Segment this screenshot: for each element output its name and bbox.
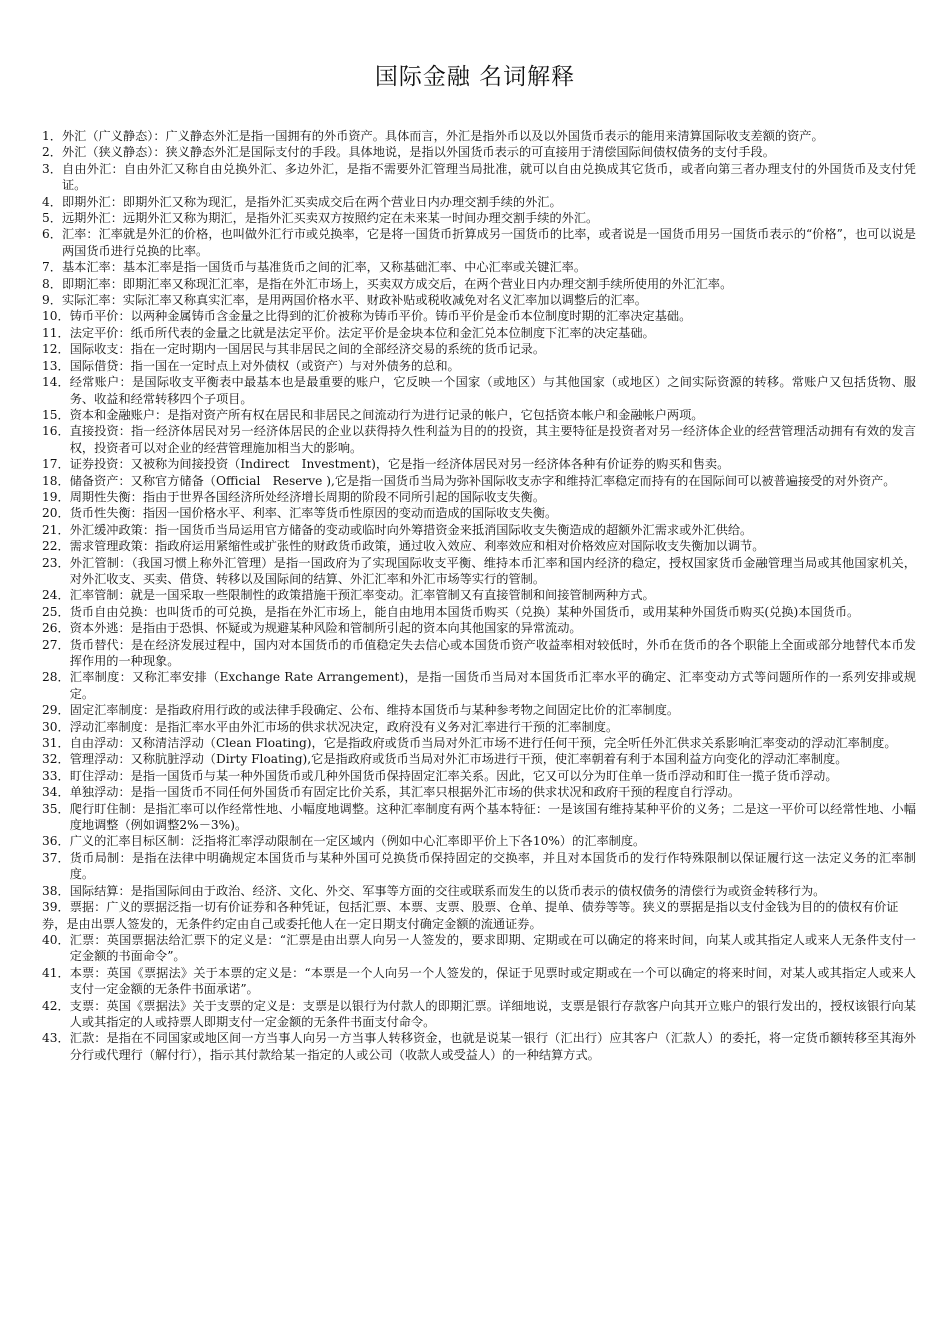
term-entry [42, 555, 916, 588]
term-definition: 法定平价：纸币所代表的金量之比就是法定平价。法定平价是金块本位和金汇兑本位制度下汇率的决定基础。 [69, 325, 655, 340]
term-number: 35． [42, 801, 70, 816]
term-entry [42, 932, 916, 965]
term-number: 13． [42, 358, 70, 373]
term-definition: 资本和金融账户：是指对资产所有权在居民和非居民之间流动行为进行记录的帐户，它包括资本帐户和金融帐户两项。 [69, 407, 704, 422]
term-definition: 管理浮动：又称肮脏浮动（Dirty Floating),它是指政府或货币当局对外汇市场进行干预，使汇率朝着有利于本国利益方向变化的浮动汇率制度。 [69, 752, 848, 767]
term-definition: 货币替代：是在经济发展过程中，国内对本国货币的币值稳定失去信心或本国货币资产收益率相对较低时，外币在货币的各个职能上全面或部分地替代本币发挥作用的一种现象。 [69, 637, 916, 668]
term-entry [42, 358, 916, 374]
term-number: 32． [42, 752, 70, 767]
term-entry [42, 407, 916, 423]
term-definition: 外汇（广义静态）：广义静态外汇是指一国拥有的外币资产。具体而言，外汇是指外币以及以外国货币表示的能用来清算国际收支差额的资产。 [61, 129, 824, 143]
term-entry [42, 620, 916, 636]
term-definition: 外汇管制：（我国习惯上称外汇管理）是指一国政府为了实现国际收支平衡、维持本币汇率和国内经济的稳定，授权国家货币金融管理当局或其他国家机关，对外汇收支、买卖、借贷、转移以及国际间的结算、外汇汇率和外汇市场等实行的管制。 [69, 555, 916, 586]
term-entry [42, 883, 916, 899]
term-definition: 固定汇率制度：是指政府用行政的或法律手段确定、公布、维持本国货币与某种参考物之间固定比价的汇率制度。 [69, 703, 680, 718]
term-number: 25． [42, 604, 70, 619]
term-definition: 外汇缓冲政策：指一国货币当局运用官方储备的变动或临时向外筹措资金来抵消国际收支失衡造成的超额外汇需求或外汇供给。 [69, 522, 753, 537]
term-definition: 经常账户：是国际收支平衡表中最基本也是最重要的账户，它反映一个国家（或地区）与其他国家（或地区）之间实际资源的转移。常账户又包括货物、服务、收益和经常转移四个子项目。 [69, 375, 916, 406]
term-number: 34． [42, 785, 70, 800]
term-entry [42, 374, 916, 407]
term-entry [42, 128, 916, 144]
term-definition: 广义的汇率目标区制：泛指将汇率浮动限制在一定区域内（例如中心汇率即平价上下各10%）的汇率制度。 [69, 834, 646, 849]
term-entry [42, 308, 916, 324]
term-entry [42, 719, 916, 735]
term-entry [42, 144, 916, 160]
term-entry [42, 604, 916, 620]
term-number: 40． [42, 932, 70, 947]
term-number: 15． [42, 407, 70, 422]
term-number: 38． [42, 883, 70, 898]
term-definition: 外汇（狭义静态）：狭义静态外汇是国际支付的手段。具体地说，是指以外国货币表示的可直接用于清偿国际间债权债务的支付手段。 [61, 145, 775, 160]
term-entry [42, 768, 916, 784]
term-number: 43． [42, 1031, 70, 1046]
term-number: 41． [42, 965, 70, 980]
term-definition: 汇率制度：又称汇率安排（Exchange Rate Arrangement)，是指一国货币当局对本国货币汇率水平的确定、汇率变动方式等问题所作的一系列安排或规定。 [69, 670, 916, 701]
term-number: 9． [42, 293, 62, 308]
term-definition: 国际结算：是指国际间由于政治、经济、文化、外交、军事等方面的交往或联系而发生的以货币表示的债权债务的清偿行为或资金转移行为。 [69, 883, 826, 898]
term-definition: 本票：英国《票据法》关于本票的定义是：“本票是一个人向另一个人签发的，保证于见票时或定期或在一个可以确定的将来时间，对某人或其指定人或来人支付一定金额的无条件书面承诺”。 [69, 965, 916, 997]
term-number: 2． [42, 145, 62, 160]
term-definition: 周期性失衡：指由于世界各国经济所处经济增长周期的阶段不同所引起的国际收支失衡。 [69, 489, 546, 504]
term-entry [42, 538, 916, 554]
term-number: 29． [42, 703, 70, 718]
term-entry [42, 456, 916, 472]
term-number: 33． [42, 768, 70, 783]
term-entry [42, 292, 916, 308]
term-entry [42, 965, 916, 998]
term-number: 39． [42, 900, 70, 915]
term-definition: 汇率管制：就是一国采取一些限制性的政策措施干预汇率变动。汇率管制又有直接管制和间接管制两种方式。 [69, 588, 655, 603]
term-entry [42, 669, 916, 702]
term-number: 6． [42, 227, 62, 242]
term-definition: 爬行盯住制：是指汇率可以作经常性地、小幅度地调整。这种汇率制度有两个基本特征：一是该国有维持某种平价的义务；二是这一平价可以经常性地、小幅度地调整（例如调整2%－3%)。 [69, 801, 916, 833]
term-definition: 自由外汇：自由外汇又称自由兑换外汇、多边外汇，是指不需要外汇管理当局批准，就可以自由兑换成其它货币，或者向第三者办理支付的外国货币及支付凭证。 [61, 161, 916, 193]
term-number: 30． [42, 719, 70, 734]
term-number: 5． [42, 211, 62, 226]
term-list [42, 128, 916, 1063]
term-definition: 汇票：英国票据法给汇票下的定义是：“汇票是由出票人向另一人签发的，要求即期、定期或在可以确定的将来时间，向某人或其指定人或来人无条件支付一定金额的书面命令”。 [69, 932, 916, 964]
term-definition: 汇率：汇率就是外汇的价格，也叫做外汇行市或兑换率，它是将一国货币折算成另一国货币的比率，或者说是一国货币用另一国货币表示的“价格”，也可以说是两国货币进行兑换的比率。 [61, 227, 916, 258]
term-number: 3． [42, 161, 62, 176]
term-entry [42, 210, 916, 226]
term-number: 18． [42, 473, 70, 488]
term-entry [42, 259, 916, 275]
term-entry [42, 751, 916, 767]
term-definition: 票据：广义的票据泛指一切有价证券和各种凭证，包括汇票、本票、支票、股票、仓单、提单、债券等等。狭义的票据是指以支付金钱为目的的债权有价证券，是由出票人签发的，无条件约定由自己或委托他人在一定日期支付确定金额的流通证券。 [42, 900, 899, 931]
term-entry [42, 637, 916, 670]
term-number: 42． [42, 998, 70, 1013]
term-number: 37． [42, 850, 70, 865]
term-definition: 单独浮动：是指一国货币不同任何外国货币有固定比价关系，其汇率只根据外汇市场的供求状况和政府干预的程度自行浮动。 [69, 785, 741, 800]
term-entry [42, 702, 916, 718]
term-definition: 国际借贷：指一国在一定时点上对外债权（或资产）与对外债务的总和。 [69, 358, 460, 373]
term-definition: 证券投资：又被称为间接投资（Indirect Investment)，它是指一经济体居民对另一经济体各种有价证券的购买和售卖。 [69, 457, 730, 472]
term-number: 31． [42, 736, 70, 751]
term-entry [42, 489, 916, 505]
term-entry [42, 735, 916, 751]
term-number: 12． [42, 342, 70, 357]
term-definition: 资本外逃：是指由于恐惧、怀疑或为规避某种风险和管制所引起的资本向其他国家的异常流动。 [69, 621, 582, 636]
term-number: 16． [42, 424, 70, 439]
term-entry [42, 226, 916, 259]
term-definition: 货币局制：是指在法律中明确规定本国货币与某种外国可兑换货币保持固定的交换率，并且对本国货币的发行作特殊限制以保证履行这一法定义务的汇率制度。 [69, 850, 916, 882]
term-entry [42, 522, 916, 538]
term-number: 22． [42, 539, 70, 554]
term-definition: 远期外汇：远期外汇又称为期汇，是指外汇买卖双方按照约定在未来某一时间办理交割手续的外汇。 [61, 211, 599, 226]
term-number: 19． [42, 489, 70, 504]
term-entry [42, 194, 916, 210]
term-definition: 货币自由兑换：也叫货币的可兑换，是指在外汇市场上，能自由地用本国货币购买（兑换）某种外国货币，或用某种外国货币购买(兑换)本国货币。 [69, 604, 860, 619]
term-entry [42, 784, 916, 800]
term-number: 7． [42, 260, 62, 275]
term-number: 17． [42, 457, 70, 472]
term-number: 8． [42, 276, 62, 291]
term-entry [42, 833, 916, 849]
term-definition: 储备资产：又称官方储备（Official Reserve ),它是指一国货币当局为弥补国际收支赤字和维持汇率稳定而持有的在国际间可以被普遍接受的对外资产。 [69, 473, 896, 488]
term-entry [42, 325, 916, 341]
term-number: 28． [42, 670, 70, 685]
term-entry [42, 1030, 916, 1063]
term-definition: 基本汇率：基本汇率是指一国货币与基准货币之间的汇率，又称基础汇率、中心汇率或关键汇率。 [61, 260, 587, 275]
term-entry [42, 276, 916, 292]
term-number: 1． [42, 129, 62, 143]
term-entry [42, 801, 916, 834]
term-number: 4． [42, 194, 62, 209]
term-number: 27． [42, 637, 70, 652]
term-entry [42, 423, 916, 456]
term-definition: 即期外汇：即期外汇又称为现汇，是指外汇买卖成交后在两个营业日内办理交割手续的外汇。 [61, 194, 562, 209]
term-definition: 实际汇率：实际汇率又称真实汇率，是用两国价格水平、财政补贴或税收减免对名义汇率加以调整后的汇率。 [61, 293, 647, 308]
term-definition: 需求管理政策：指政府运用紧缩性或扩张性的财政货币政策，通过收入效应、利率效应和相对价格效应对国际收支失衡加以调节。 [69, 539, 765, 554]
term-number: 14． [42, 375, 70, 390]
term-entry [42, 473, 916, 489]
term-definition: 货币性失衡：指因一国价格水平、利率、汇率等货币性原因的变动而造成的国际收支失衡。 [69, 506, 558, 521]
page-title: 国际金融 名词解释 [374, 64, 576, 90]
term-entry [42, 161, 916, 194]
term-number: 24． [42, 588, 70, 603]
term-definition: 直接投资：指一经济体居民对另一经济体居民的企业以获得持久性利益为目的的投资，其主要特征是投资者对另一经济体企业的经营管理活动拥有有效的发言权，投资者可以对企业的经营管理施加相当大的影响。 [69, 424, 916, 455]
term-entry [42, 505, 916, 521]
term-definition: 即期汇率：即期汇率又称现汇汇率，是指在外汇市场上，买卖双方成交后，在两个营业日内办理交割手续所使用的外汇汇率。 [61, 276, 733, 291]
term-definition: 国际收支：指在一定时期内一国居民与其非居民之间的全部经济交易的系统的货币记录。 [69, 342, 546, 357]
term-number: 11． [42, 325, 70, 340]
term-entry [42, 899, 916, 932]
term-entry [42, 341, 916, 357]
term-definition: 汇款：是指在不同国家或地区间一方当事人向另一方当事人转移资金，也就是说某一银行（汇出行）应其客户（汇款人）的委托，将一定货币额转移至其海外分行或代理行（解付行），指示其付款给某一指定的人或公司（收款人或受益人）的一种结算方式。 [69, 1031, 916, 1062]
term-definition: 自由浮动：又称清洁浮动（Clean Floating)，它是指政府或货币当局对外汇市场不进行任何干预，完全听任外汇供求关系影响汇率变动的浮动汇率制度。 [69, 736, 897, 751]
term-number: 20． [42, 506, 70, 521]
term-entry [42, 998, 916, 1031]
term-definition: 支票：英国《票据法》关于支票的定义是：支票是以银行为付款人的即期汇票。详细地说，支票是银行存款客户向其开立账户的银行发出的，授权该银行向某人或其指定的人或持票人即期支付一定金额的无条件书面支付命令。 [69, 998, 916, 1029]
term-definition: 盯住浮动：是指一国货币与某一种外国货币或几种外国货币保持固定汇率关系。因此，它又可以分为盯住单一货币浮动和盯住一揽子货币浮动。 [69, 768, 838, 783]
term-number: 26． [42, 621, 70, 636]
term-number: 23． [42, 555, 70, 570]
term-number: 21． [42, 522, 70, 537]
term-definition: 浮动汇率制度：是指汇率水平由外汇市场的供求状况决定，政府没有义务对汇率进行干预的汇率制度。 [69, 719, 619, 734]
term-number: 10． [42, 309, 70, 324]
term-number: 36． [42, 834, 70, 849]
term-entry [42, 587, 916, 603]
term-entry [42, 850, 916, 883]
term-definition: 铸币平价：以两种金属铸币含金量之比得到的汇价被称为铸币平价。铸币平价是金币本位制度时期的汇率决定基础。 [69, 309, 692, 324]
